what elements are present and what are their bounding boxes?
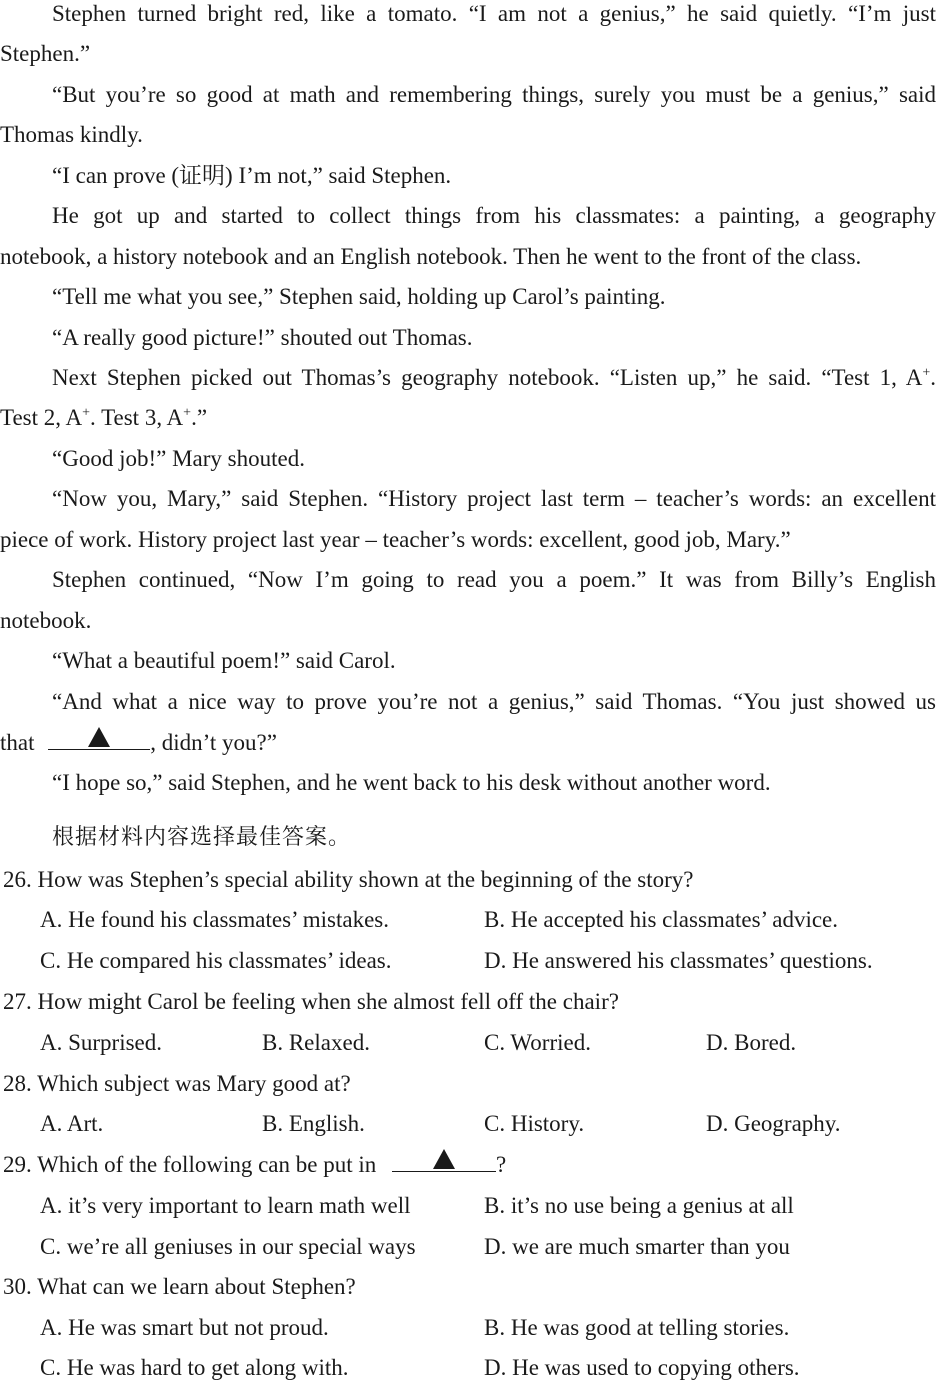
option-d[interactable]: D. He was used to copying others.	[484, 1355, 800, 1380]
story-line: “And what a nice way to prove you’re not a genius,” said Thomas. “You just showed us	[52, 689, 936, 714]
story-line: “But you’re so good at math and remembering things, surely you must be a genius,” said	[52, 82, 936, 107]
story-line: “I can prove (证明) I’m not,” said Stephen.	[52, 163, 452, 188]
option-d[interactable]: D. we are much smarter than you	[484, 1234, 790, 1259]
instruction: 根据材料内容选择最佳答案。	[52, 825, 352, 850]
story-line: Stephen continued, “Now I’m going to read you a poem.” It was from Billy’s English	[52, 567, 936, 592]
story-line: Thomas kindly.	[0, 122, 143, 147]
question-stem: 27. How might Carol be feeling when she almost fell off the chair?	[3, 989, 619, 1014]
story-line: Stephen.”	[0, 41, 91, 66]
option-d[interactable]: D. He answered his classmates’ questions.	[484, 948, 873, 973]
option-a[interactable]: A. He was smart but not proud.	[40, 1315, 329, 1340]
option-a[interactable]: A. it’s very important to learn math well	[40, 1193, 411, 1218]
option-b[interactable]: B. He was good at telling stories.	[484, 1315, 790, 1340]
option-b[interactable]: B. Relaxed.	[262, 1030, 370, 1055]
story-line: “What a beautiful poem!” said Carol.	[52, 648, 396, 673]
option-c[interactable]: C. Worried.	[484, 1030, 591, 1055]
story-line: “Tell me what you see,” Stephen said, holding up Carol’s painting.	[52, 284, 666, 309]
question-stem: 29. Which of the following can be put in ?	[0, 1145, 939, 1185]
triangle-icon	[88, 727, 110, 747]
option-a[interactable]: A. Art.	[40, 1111, 104, 1136]
story-line: “I hope so,” said Stephen, and he went back to his desk without another word.	[52, 770, 771, 795]
option-c[interactable]: C. He compared his classmates’ ideas.	[40, 948, 392, 973]
story-line: “Now you, Mary,” said Stephen. “History project last term – teacher’s words: an excellent	[52, 486, 936, 511]
option-a[interactable]: A. Surprised.	[40, 1030, 163, 1055]
story-line: Test 2, A+. Test 3, A+.”	[0, 405, 208, 430]
option-b[interactable]: B. English.	[262, 1111, 365, 1136]
option-d[interactable]: D. Geography.	[706, 1111, 841, 1136]
story-line: Stephen turned bright red, like a tomato. “I am not a genius,” he said quietly. “I’m just	[52, 1, 936, 26]
option-b[interactable]: B. He accepted his classmates’ advice.	[484, 907, 839, 932]
triangle-icon	[433, 1149, 455, 1169]
answer-blank	[392, 1149, 496, 1172]
story-line: piece of work. History project last year – teacher’s words: excellent, good job, Mary.”	[0, 527, 791, 552]
option-b[interactable]: B. it’s no use being a genius at all	[484, 1193, 794, 1218]
option-c[interactable]: C. History.	[484, 1111, 585, 1136]
option-c[interactable]: C. we’re all geniuses in our special ways	[40, 1234, 416, 1259]
story-line: notebook.	[0, 608, 92, 633]
story-line: “Good job!” Mary shouted.	[52, 446, 305, 471]
story-line: notebook, a history notebook and an English notebook. Then he went to the front of the class.	[0, 244, 862, 269]
option-d[interactable]: D. Bored.	[706, 1030, 797, 1055]
story-line: Next Stephen picked out Thomas’s geography notebook. “Listen up,” he said. “Test 1, A+.	[52, 365, 936, 390]
story-line: He got up and started to collect things from his classmates: a painting, a geography	[52, 203, 936, 228]
story-line: “A really good picture!” shouted out Thomas.	[52, 325, 473, 350]
question-stem: 30. What can we learn about Stephen?	[3, 1274, 356, 1299]
option-a[interactable]: A. He found his classmates’ mistakes.	[40, 907, 389, 932]
question-stem: 28. Which subject was Mary good at?	[3, 1071, 351, 1096]
option-c[interactable]: C. He was hard to get along with.	[40, 1355, 349, 1380]
question-stem: 26. How was Stephen’s special ability shown at the beginning of the story?	[3, 867, 694, 892]
story-line: that , didn’t you?”	[0, 723, 936, 763]
answer-blank	[48, 727, 150, 750]
